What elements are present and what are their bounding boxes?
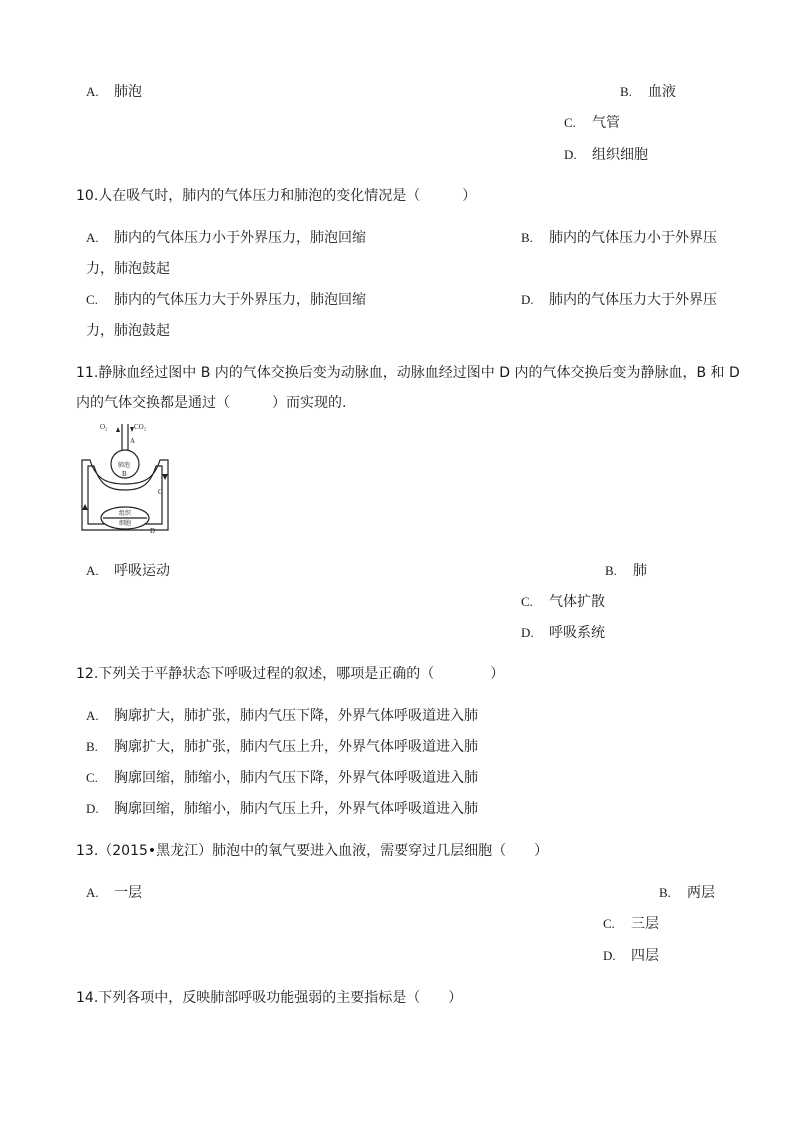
label-a: A — [130, 437, 136, 445]
option-text: 肺内的气体压力小于外界压 — [549, 230, 717, 246]
option-text: 呼吸系统 — [549, 625, 605, 641]
q9-option-a[interactable] — [86, 82, 142, 102]
option-label: C. — [86, 770, 98, 785]
alveolus-label: 肺泡 — [118, 463, 131, 469]
option-text: 胸廓扩大，肺扩张，肺内气压上升，外界气体呼吸道进入肺 — [114, 739, 478, 755]
option-label: C. — [564, 115, 576, 130]
q10-option-c[interactable] — [86, 290, 366, 310]
tissue-label: 组织 — [119, 511, 132, 517]
q10-option-d[interactable] — [521, 290, 717, 310]
option-label: A. — [86, 84, 99, 99]
option-text: 组织细胞 — [592, 147, 648, 163]
option-text: 三层 — [631, 916, 659, 932]
option-label: C. — [521, 594, 533, 609]
option-label: D. — [86, 801, 99, 816]
cell-label: 细胞 — [119, 521, 132, 527]
q10-stem: 10.人在吸气时，肺内的气体压力和肺泡的变化情况是（ ） — [76, 188, 477, 204]
option-text: 胸廓回缩，肺缩小，肺内气压上升，外界气体呼吸道进入肺 — [114, 801, 478, 817]
option-text: 胸廓回缩，肺缩小，肺内气压下降，外界气体呼吸道进入肺 — [114, 770, 478, 786]
q12-stem: 12.下列关于平静状态下呼吸过程的叙述，哪项是正确的（ ） — [76, 666, 505, 682]
option-text: 肺内的气体压力大于外界压 — [549, 292, 717, 308]
option-label: B. — [605, 563, 617, 578]
option-label: A. — [86, 563, 99, 578]
option-text: 气管 — [592, 115, 620, 131]
option-text: 肺泡 — [114, 84, 142, 100]
q12-option-d[interactable] — [86, 799, 478, 819]
option-text: 胸廓扩大，肺扩张，肺内气压下降，外界气体呼吸道进入肺 — [114, 708, 478, 724]
option-label: B. — [659, 885, 671, 900]
q13-option-c[interactable] — [603, 914, 659, 934]
option-label: A. — [86, 708, 99, 723]
option-text: 呼吸运动 — [114, 563, 170, 579]
option-label: B. — [86, 739, 98, 754]
option-text: 两层 — [687, 885, 715, 901]
option-text: 肺内的气体压力小于外界压力，肺泡回缩 — [114, 230, 366, 246]
flow-arrow-icon — [162, 474, 168, 480]
q9-option-c[interactable] — [564, 113, 620, 133]
label-c: C — [158, 488, 163, 496]
option-text: 一层 — [114, 885, 142, 901]
q13-option-a[interactable] — [86, 883, 142, 903]
option-label: C. — [603, 916, 615, 931]
gas-exchange-diagram — [78, 420, 172, 534]
q10-option-a[interactable] — [86, 228, 366, 248]
label-d: D — [150, 527, 156, 534]
q11-stem-line-2: 内的气体交换都是通过（ ）而实现的. — [76, 395, 347, 411]
q12-option-a[interactable] — [86, 706, 478, 726]
option-text: 肺 — [633, 563, 647, 579]
q12-option-c[interactable] — [86, 768, 478, 788]
q11-option-a[interactable] — [86, 561, 170, 581]
option-text: 血液 — [648, 84, 676, 100]
label-b: B — [122, 470, 127, 478]
q11-stem-line-1: 11.静脉血经过图中 B 内的气体交换后变为动脉血，动脉血经过图中 D 内的气体交换后变为静脉血，B 和 D — [76, 365, 740, 381]
o2-label: O₂ — [100, 423, 108, 431]
option-label: A. — [86, 230, 99, 245]
q10-option-b[interactable] — [521, 228, 717, 248]
co2-label: CO₂ — [134, 423, 147, 431]
q12-option-b[interactable] — [86, 737, 478, 757]
q11-option-b[interactable] — [605, 561, 647, 581]
q13-stem: 13.（2015•黑龙江）肺泡中的氧气要进入血液，需要穿过几层细胞（ ） — [76, 843, 549, 859]
option-label: D. — [521, 292, 534, 307]
option-label: D. — [521, 625, 534, 640]
option-text: 气体扩散 — [549, 594, 605, 610]
q10-option-d-continued: 力，肺泡鼓起 — [86, 323, 170, 339]
option-label: B. — [521, 230, 533, 245]
q10-option-b-continued: 力，肺泡鼓起 — [86, 261, 170, 277]
option-label: C. — [86, 292, 98, 307]
option-text: 肺内的气体压力大于外界压力，肺泡回缩 — [114, 292, 366, 308]
q14-stem: 14.下列各项中，反映肺部呼吸功能强弱的主要指标是（ ） — [76, 990, 463, 1006]
q13-option-b[interactable] — [659, 883, 715, 903]
q9-option-d[interactable] — [564, 145, 648, 165]
q13-option-d[interactable] — [603, 946, 659, 966]
option-label: D. — [603, 948, 616, 963]
q11-option-d[interactable] — [521, 623, 605, 643]
q11-option-c[interactable] — [521, 592, 605, 612]
option-label: D. — [564, 147, 577, 162]
q9-option-b[interactable] — [620, 82, 676, 102]
o2-arrow-icon — [116, 427, 120, 432]
option-label: A. — [86, 885, 99, 900]
flow-arrow-icon — [82, 504, 88, 510]
option-label: B. — [620, 84, 632, 99]
option-text: 四层 — [631, 948, 659, 964]
